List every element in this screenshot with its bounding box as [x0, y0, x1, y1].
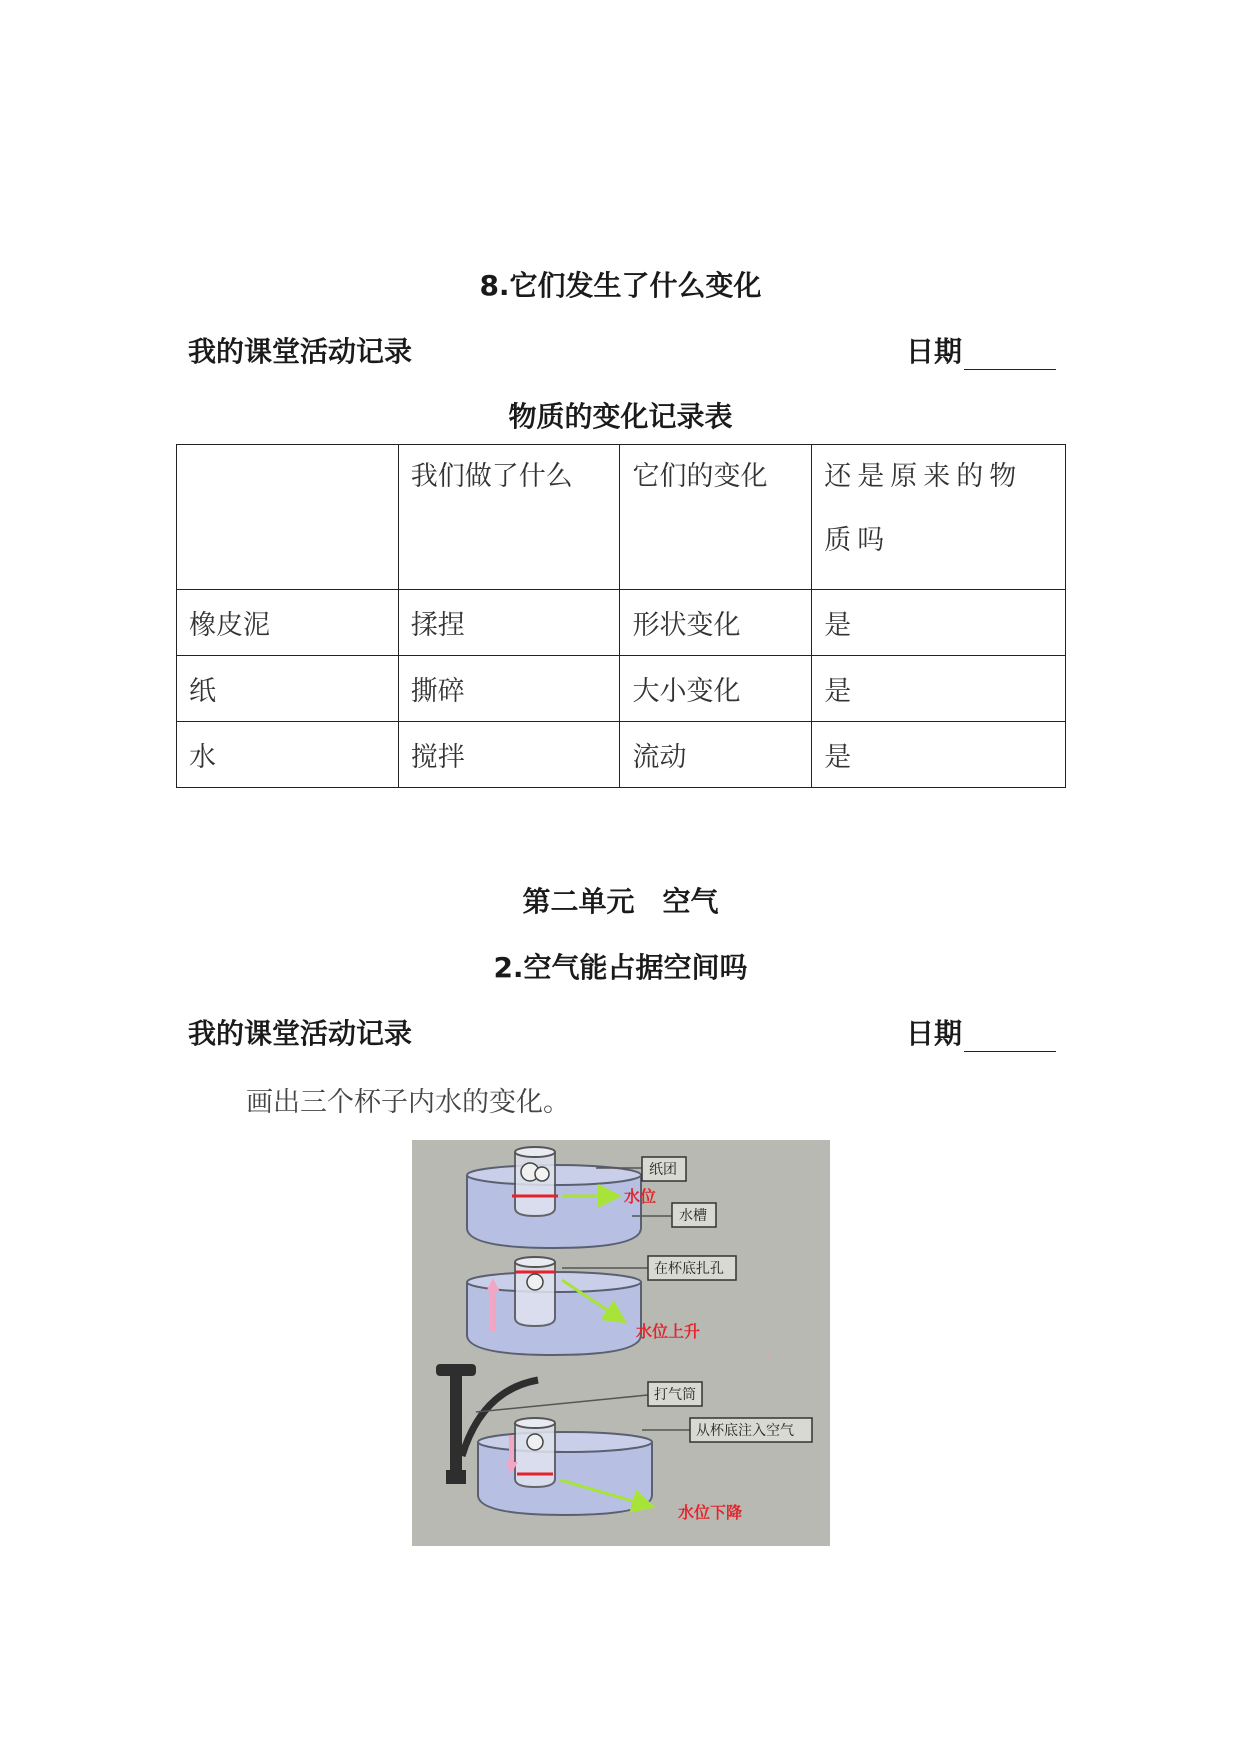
date-label-1: 日期	[906, 335, 963, 368]
table-cell: 撕碎	[398, 656, 620, 722]
table-cell: 水	[177, 722, 399, 788]
label-water-level: 水位	[624, 1187, 657, 1206]
label-inject-air: 从杯底注入空气	[696, 1423, 794, 1439]
header-cell: 它们的变化	[620, 445, 812, 590]
header-cell: 还是原来的物质吗	[812, 445, 1066, 590]
table-cell: 搅拌	[398, 722, 620, 788]
unit-title: 第二单元 空气	[522, 885, 719, 918]
change-record-table	[176, 444, 1066, 788]
table-cell: 大小变化	[620, 656, 812, 722]
table-cell: 是	[812, 722, 1066, 788]
table-row	[177, 656, 1066, 722]
table-cell: 揉捏	[398, 590, 620, 656]
label-water-tank: 水槽	[679, 1208, 707, 1224]
table-header-row	[177, 445, 1066, 590]
instruction-text: 画出三个杯子内水的变化。	[246, 1087, 570, 1118]
experiment-illustration	[412, 1140, 830, 1546]
experiment-figure	[412, 1140, 830, 1546]
table-cell: 流动	[620, 722, 812, 788]
date-field-1[interactable]	[906, 330, 1056, 370]
label-poke-hole: 在杯底扎孔	[654, 1261, 724, 1277]
record-label-2: 我的课堂活动记录	[188, 1017, 413, 1050]
date-field-2[interactable]	[906, 1012, 1056, 1052]
table-row	[177, 722, 1066, 788]
table-cell: 橡皮泥	[177, 590, 399, 656]
date-label-2: 日期	[906, 1017, 963, 1050]
table-title: 物质的变化记录表	[508, 400, 733, 433]
date-blank-1[interactable]	[964, 339, 1056, 370]
lesson-title-2: 2.空气能占据空间吗	[493, 951, 748, 984]
label-paper-ball: 纸团	[649, 1162, 677, 1178]
table-cell: 是	[812, 656, 1066, 722]
lesson-title-8: 8.它们发生了什么变化	[479, 269, 762, 302]
header-cell: 我们做了什么	[398, 445, 620, 590]
label-water-rise: 水位上升	[636, 1322, 701, 1341]
table-cell: 是	[812, 590, 1066, 656]
table-cell: 形状变化	[620, 590, 812, 656]
header-cell	[177, 445, 399, 590]
table-row	[177, 590, 1066, 656]
label-pump: 打气筒	[654, 1387, 696, 1403]
label-water-fall: 水位下降	[678, 1503, 743, 1522]
date-blank-2[interactable]	[964, 1021, 1056, 1052]
record-label-1: 我的课堂活动记录	[188, 335, 413, 368]
table-cell: 纸	[177, 656, 399, 722]
